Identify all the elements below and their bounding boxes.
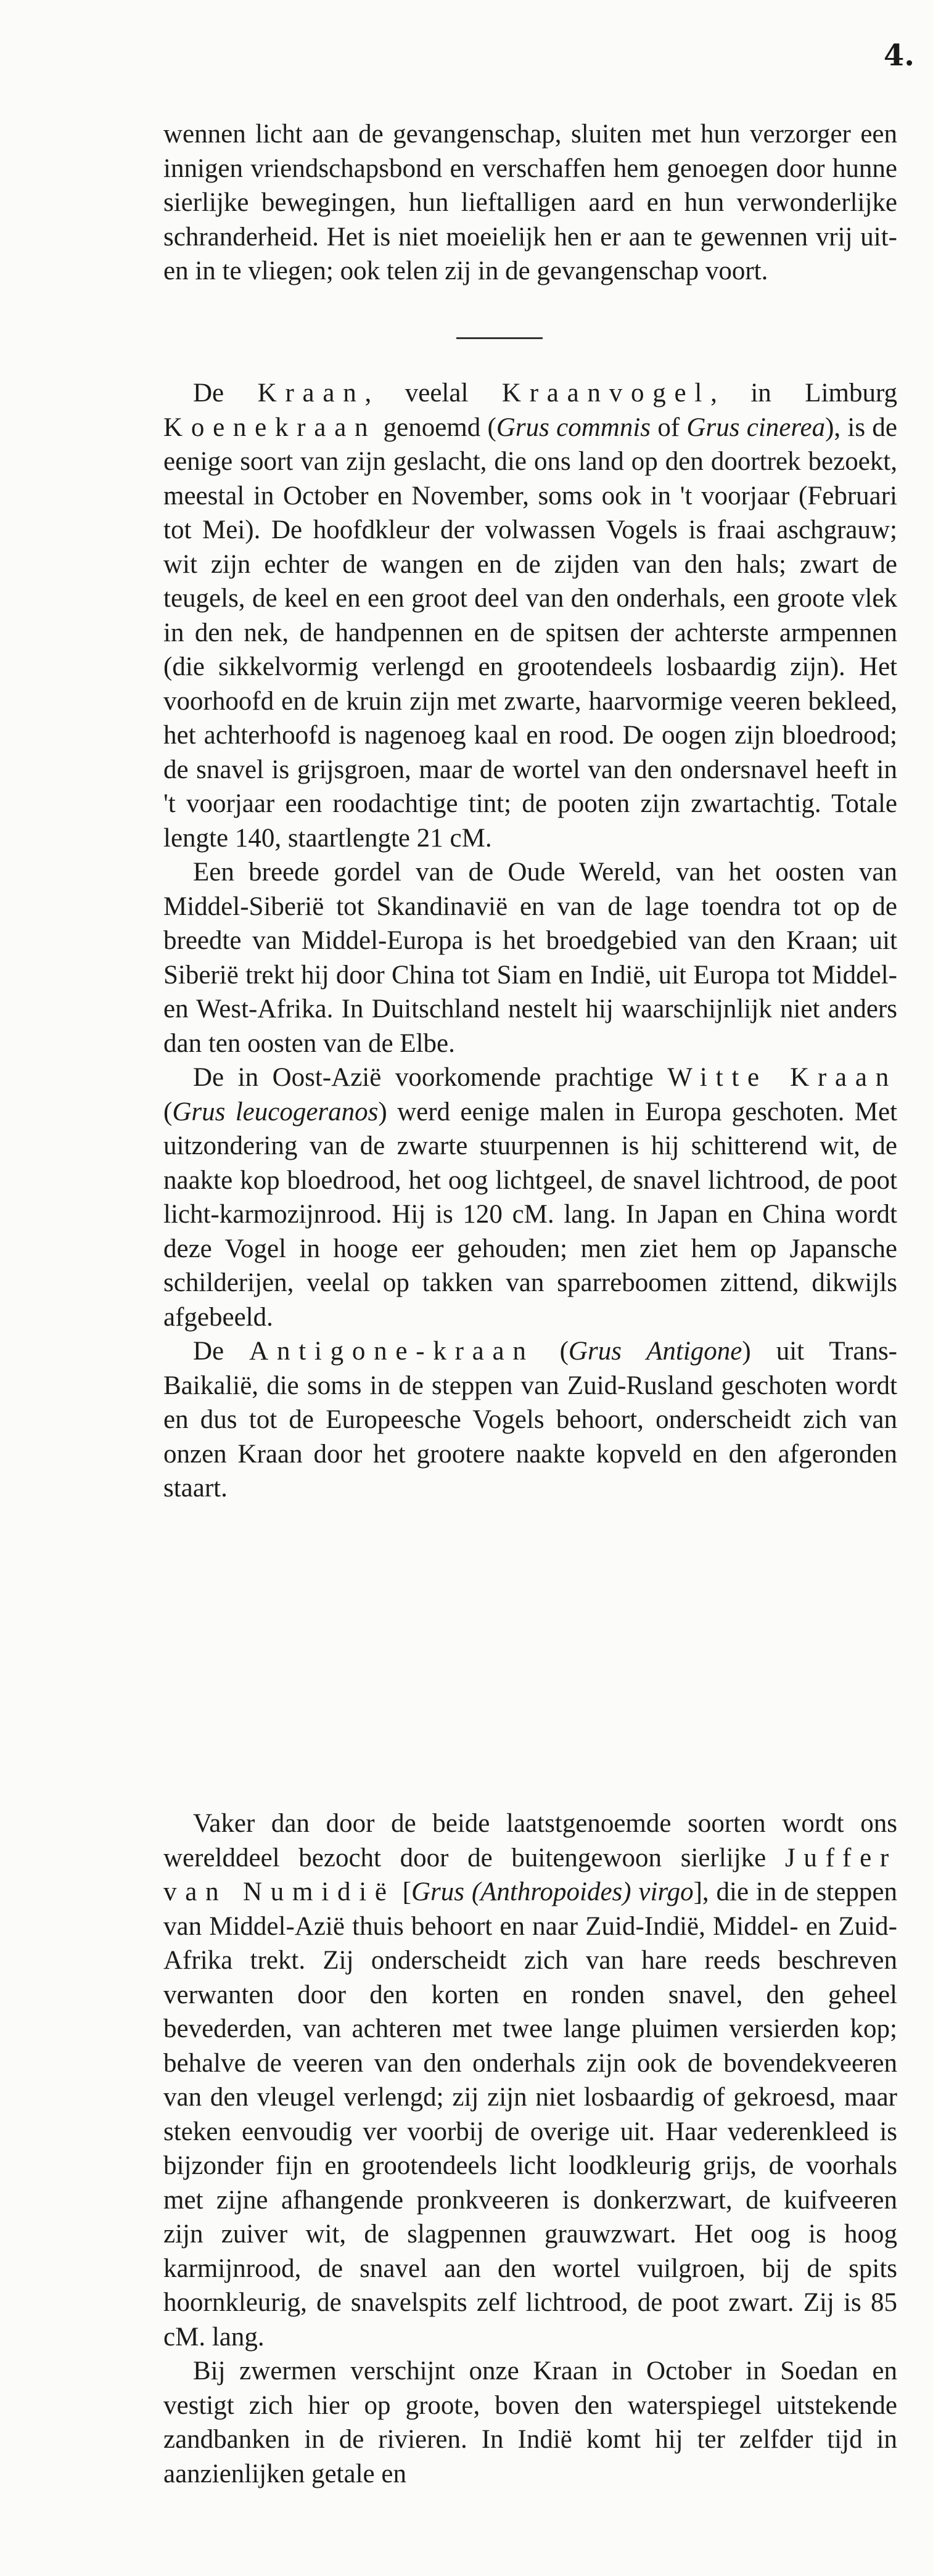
term-juffer-van-numidie: Juffer van Numidië xyxy=(163,1843,897,1906)
paragraph-soedan: Bij zwermen verschijnt onze Kraan in October in Soedan en vestigt zich hier op groote, boven den waterspiegel uitstekende zandbanken in de rivieren. In Indië komt hij ter zelfder tijd in aanzienlijken getale en xyxy=(163,2357,897,2488)
paragraph-antigone-kraan: De Antigone-kraan (Grus Antigone) uit Trans-Baikalië, die soms in de steppen van Zuid-Rusland geschoten wordt en dus tot de Europeesche Vogels behoort, onderscheidt zich van onzen Kraan door het grootere naakte kopveld en den afgeronden staart. xyxy=(163,1337,897,1503)
latin-grus-cinerea: Grus cinerea xyxy=(686,412,826,442)
latin-grus-leucogeranos: Grus leucogeranos xyxy=(172,1097,379,1126)
latin-grus-anthropoides-virgo: Grus (Anthropoides) virgo xyxy=(411,1877,694,1906)
kraan-section xyxy=(163,376,897,1506)
term-antigone-kraan: Antigone-kraan xyxy=(249,1337,535,1366)
intro-text-block xyxy=(163,117,897,289)
paragraph-gevangenschap: wennen licht aan de gevangenschap, sluiten met hun verzorger een innigen vriendschapsbond en verschaffen hem genoegen door hunne sierlijke bewegingen, hun lieftalligen aard en hun verwonderlijke schranderheid. Het is niet moeielijk hen er aan te gewennen vrij uiten in te vliegen; ook telen zij in de gevangenschap voort. xyxy=(163,120,897,285)
paragraph-witte-kraan: De in Oost-Azië voorkomende prachtige Witte Kraan (Grus leucogeranos) werd eenige malen in Europa geschoten. Met uitzondering van de zwarte stuurpennen is hij schitterend wit, de naakte kop bloedrood, het oog lichtgeel, de snavel lichtrood, de poot licht-karmozijnrood. Hij is 120 cM. lang. In Japan en China wordt deze Vogel in hooge eer gehouden; men ziet hem op Japansche schilderijen, veelal op takken van sparreboomen zittend, dikwijls afgebeeld. xyxy=(163,1063,897,1332)
term-kraanvogel: Kraanvogel xyxy=(501,379,711,408)
paragraph-juffer-van-numidie: Vaker dan door de beide laatstgenoemde soorten wordt ons werelddeel bezocht door de buitengewoon sierlijke Juffer van Numidië [Grus (Anthropoides) virgo], die in de steppen van Middel-Azië thuis behoort en naar Zuid-Indië, Middel- en Zuid-Afrika trekt. Zij onderscheidt zich van hare reeds beschreven verwanten door den korten en ronden snavel, den geheel bevederden, van achteren met twee lange pluimen versierden kop; behalve de veeren van den onderhals zijn ook de bovendekveeren van den vleugel verlengd; zij zijn niet losbaardig of gekroesd, maar steken eenvoudig ver voorbij de overige uit. Haar vederenkleed is bijzonder fijn en grootendeels licht loodkleurig grijs, de voorhals met zijne afhangende pronkveeren is donkerzwart, de kuifveeren zijn zuiver wit, de slagpennen grauwzwart. Het oog is hoog karmijnrood, de snavel aan den wortel vuilgroen, bij de spits hoornkleurig, de snavelspits zelf lichtrood, de poot zwart. Zij is 85 cM. lang. xyxy=(163,1809,897,2352)
paragraph-broedgebied: Een breede gordel van de Oude Wereld, van het oosten van Middel-Siberië tot Skandinavië en van de lage toendra tot op de breedte van Middel-Europa is het broedgebied van den Kraan; uit Siberië trekt hij door China tot Siam en Indië, uit Europa tot Middelen West-Afrika. In Duitschland nestelt hij waarschijnlijk niet anders dan ten oosten van de Elbe. xyxy=(163,858,897,1058)
paragraph-kraan: De Kraan, veelal Kraanvogel, in Limburg Koenekraan genoemd (Grus commnis of Grus cinerea), is de eenige soort van zijn geslacht, die ons land op den doortrek bezoekt, meestal in October en November, soms ook in 't voorjaar (Februari tot Mei). De hoofdkleur der volwassen Vogels is fraai aschgrauw; wit zijn echter de wangen en de zijden van den hals; zwart de teugels, de keel en een groot deel van den onderhals, een groote vlek in den nek, de handpennen en de spitsen der achterste armpennen (die sikkelvormig verlengd en grootendeels losbaardig zijn). Het voorhoofd en de kruin zijn met zwarte, haarvormige veeren bekleed, het achterhoofd is nagenoeg kaal en rood. De oogen zijn bloedrood; de snavel is grijsgroen, maar de wortel van den ondersnavel heeft in 't voorjaar een roodachtige tint; de pooten zijn zwartachtig. Totale lengte 140, staartlengte 21 cM. xyxy=(163,379,897,853)
latin-grus-antigone: Grus Antigone xyxy=(568,1337,742,1366)
latin-grus-commnis: Grus commnis xyxy=(496,412,651,442)
page-number: 4. xyxy=(883,38,915,73)
section-separator xyxy=(456,337,543,339)
term-koenekraan: Koenekraan xyxy=(163,412,377,442)
juffer-section xyxy=(163,1807,897,2491)
term-witte-kraan: Witte Kraan xyxy=(667,1063,897,1092)
term-kraan: Kraan xyxy=(257,379,365,408)
